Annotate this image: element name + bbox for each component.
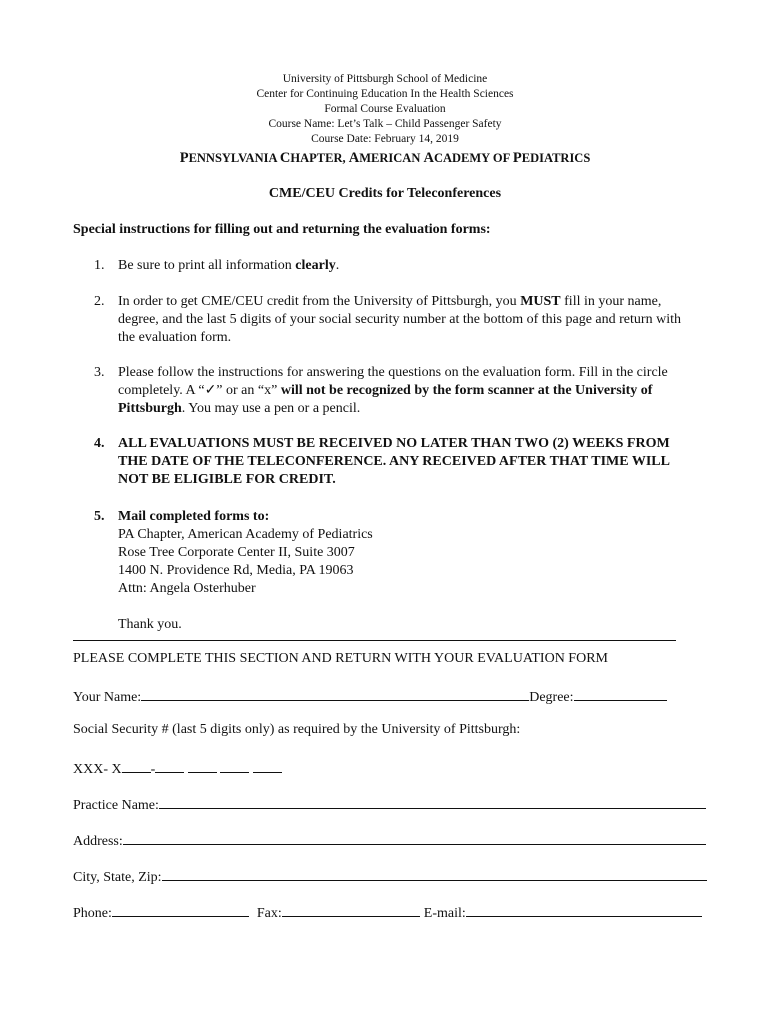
practice-field[interactable] [159, 794, 706, 809]
ssn-digit-field[interactable] [188, 758, 217, 773]
address-line: Rose Tree Corporate Center II, Suite 3007 [118, 545, 355, 560]
org-word: CADEMY OF [433, 151, 510, 165]
fax-field[interactable] [282, 902, 420, 917]
mail-heading: Mail completed forms to: [118, 509, 270, 524]
item-text-bold: MUST [520, 294, 561, 309]
name-field[interactable] [141, 686, 529, 701]
email-field[interactable] [466, 902, 702, 917]
item-text-part: Please follow the instructions for answering the questions on the evaluation form. Fill in the circle completely. A “✓” or an “x” [118, 365, 668, 398]
course-name: Course Name: Let’s Talk – Child Passenger Safety [268, 118, 502, 130]
phone-field[interactable] [112, 902, 249, 917]
item-number: 5. [94, 509, 105, 524]
header-line: Center for Continuing Education In the Health Sciences [256, 88, 514, 100]
ssn-row [73, 758, 282, 779]
ssn-dash: - [150, 762, 156, 777]
item-text-bold: clearly [295, 258, 336, 273]
item-number: 4. [94, 436, 105, 451]
address-label: Address: [73, 834, 123, 849]
address-line: Attn: Angela Osterhuber [118, 581, 256, 596]
item-text-part: In order to get CME/CEU credit from the University of Pittsburgh, you [118, 294, 521, 309]
item-text-part: . You may use a pen or a pencil. [181, 401, 361, 416]
page-title: CME/CEU Credits for Teleconferences [268, 186, 502, 201]
item-text [118, 293, 698, 347]
item-number: 2. [94, 294, 105, 309]
course-date: Course Date: February 14, 2019 [311, 133, 459, 145]
item-number: 3. [94, 365, 105, 380]
address-row [73, 830, 706, 851]
item-text [118, 257, 698, 275]
section-divider [73, 640, 676, 641]
item-text-part: Be sure to print all information [118, 258, 296, 273]
ssn-digit-field[interactable] [122, 758, 151, 773]
org-initial: C [279, 150, 291, 166]
item-text [118, 364, 698, 418]
phone-label: Phone: [73, 906, 112, 921]
city-state-zip-label: City, State, Zip: [73, 870, 162, 885]
practice-row [73, 794, 706, 815]
org-initial: A [423, 150, 434, 166]
organization-name [0, 149, 770, 167]
name-degree-row [73, 686, 667, 707]
ssn-digit-field[interactable] [155, 758, 184, 773]
address-line: PA Chapter, American Academy of Pediatrics [118, 527, 373, 542]
degree-label: Degree: [529, 690, 574, 705]
thank-you: Thank you. [118, 617, 182, 632]
item-text-bold: will not be recognized by the form scanner at the University of Pittsburgh [118, 383, 653, 416]
ssn-digit-field[interactable] [220, 758, 249, 773]
contact-row [73, 902, 702, 923]
ssn-digit-field[interactable] [253, 758, 282, 773]
header-line: Formal Course Evaluation [324, 103, 446, 115]
city-state-zip-field[interactable] [162, 866, 707, 881]
ssn-prefix: XXX- X [73, 762, 122, 777]
org-word: MERICAN [359, 151, 421, 165]
fax-label: Fax: [256, 906, 282, 921]
org-word: EDIATRICS [521, 151, 591, 165]
address-line: 1400 N. Providence Rd, Media, PA 19063 [118, 563, 354, 578]
item-number: 1. [94, 258, 105, 273]
item-text-part: . [335, 258, 340, 273]
document-header [0, 72, 770, 167]
form-section-title: PLEASE COMPLETE THIS SECTION AND RETURN WITH YOUR EVALUATION FORM [73, 651, 608, 666]
deadline-warning: ALL EVALUATIONS MUST BE RECEIVED NO LATER THAN TWO (2) WEEKS FROM THE DATE OF THE TELECONFERENCE. ANY RECEIVED AFTER THAT TIME WILL NOT BE ELIGIBLE FOR CREDIT. [118, 436, 670, 487]
org-word: HAPTER, [290, 151, 346, 165]
email-label: E-mail: [423, 906, 466, 921]
ssn-note: Social Security # (last 5 digits only) as required by the University of Pittsburgh: [73, 722, 521, 737]
name-label: Your Name: [73, 690, 142, 705]
org-initial: P [179, 150, 189, 166]
degree-field[interactable] [574, 686, 667, 701]
org-word: ENNSYLVANIA [188, 151, 277, 165]
mailing-info [118, 508, 698, 634]
org-initial: P [512, 150, 522, 166]
header-line: University of Pittsburgh School of Medicine [282, 73, 488, 85]
item-text-part: fill in your name, degree, and the last 5 digits of your social security number at the bottom of this page and return with the evaluation form. [118, 294, 681, 345]
instructions-heading: Special instructions for filling out and returning the evaluation forms: [73, 222, 491, 237]
org-initial: A [348, 150, 360, 166]
city-row [73, 866, 707, 887]
address-field[interactable] [123, 830, 706, 845]
practice-label: Practice Name: [73, 798, 159, 813]
